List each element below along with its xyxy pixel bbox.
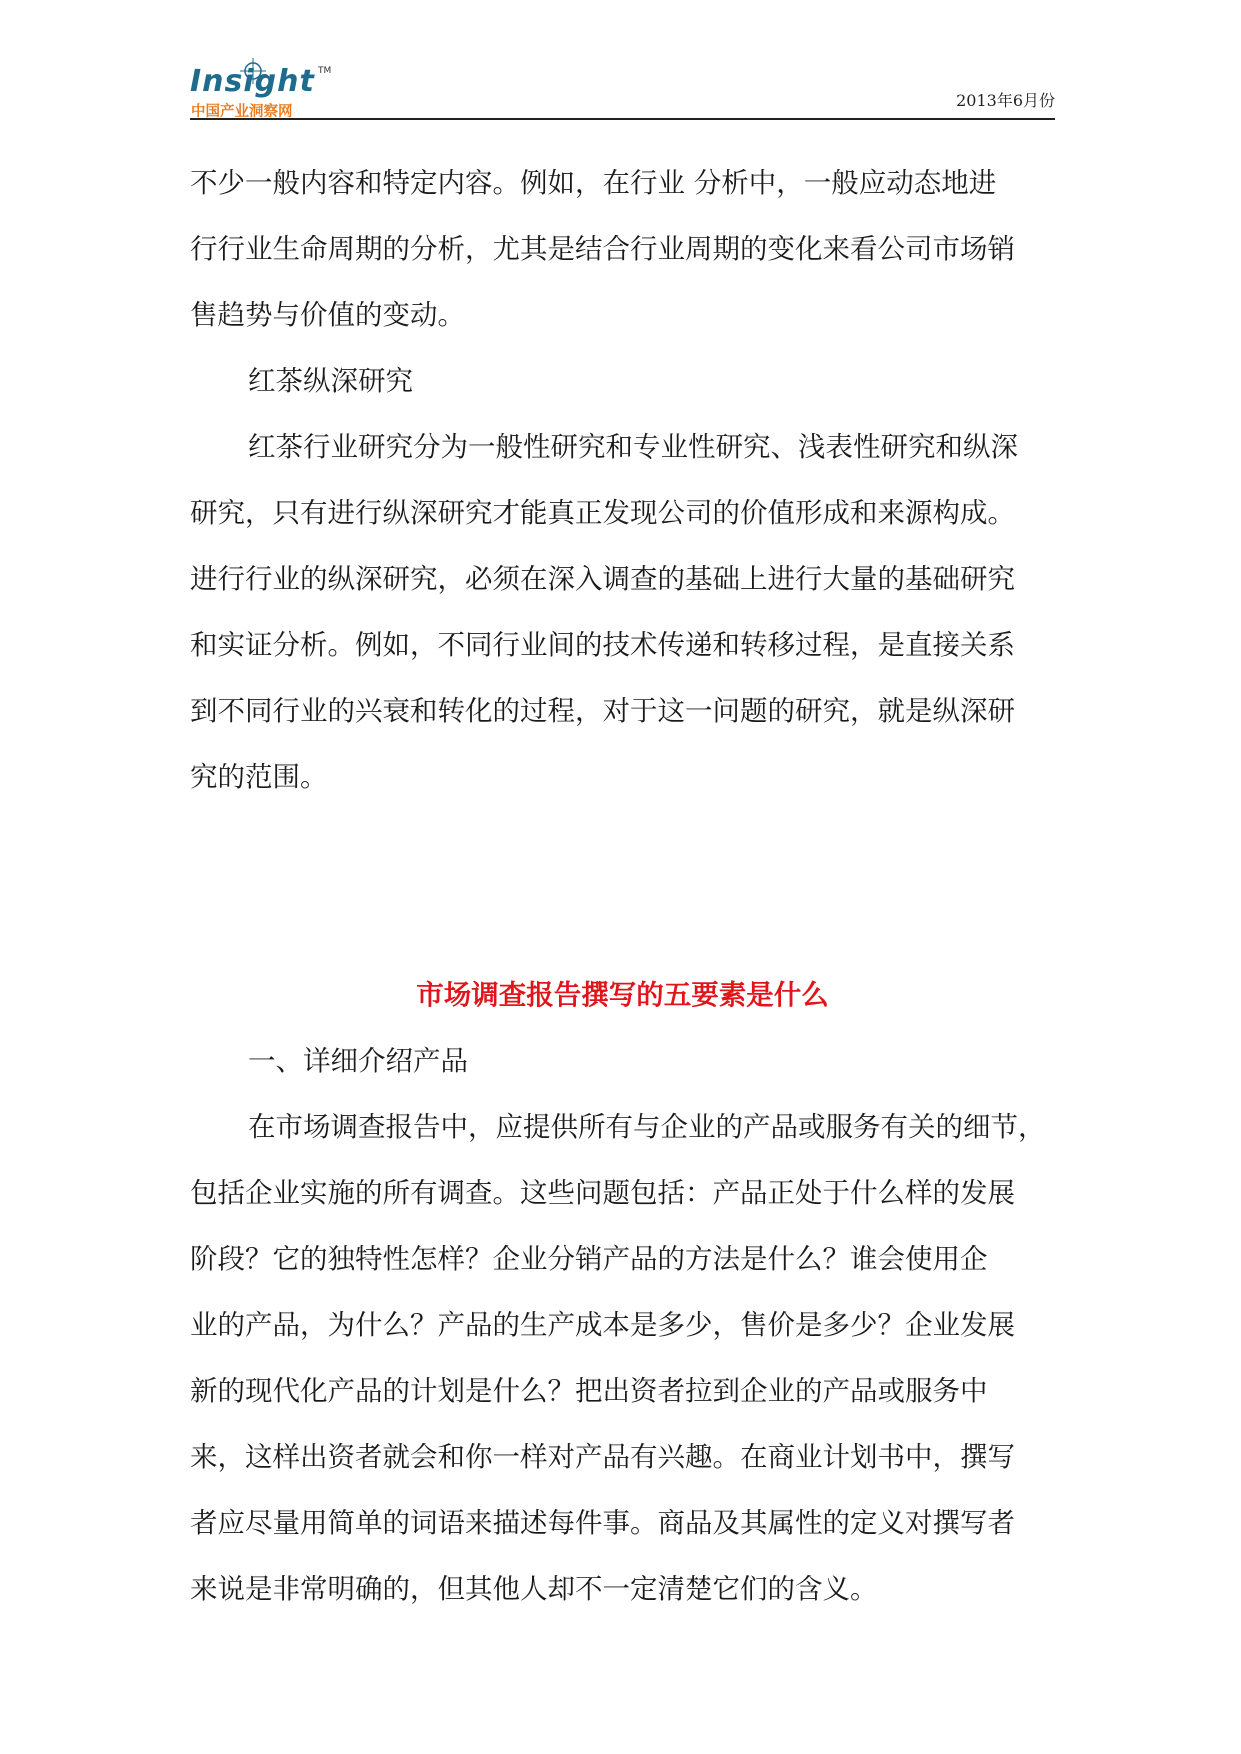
text-line: 包括企业实施的所有调查。这些问题包括：产品正处于什么样的发展 xyxy=(190,1177,1015,1209)
text-line: 红茶行业研究分为一般性研究和专业性研究、浅表性研究和纵深 xyxy=(248,431,1018,463)
page-header xyxy=(190,48,1055,120)
insight-logo xyxy=(190,56,340,120)
logo-trademark: TM xyxy=(318,66,332,76)
text-line: 业的产品，为什么？产品的生产成本是多少，售价是多少？企业发展 xyxy=(190,1309,1015,1341)
text-line: 阶段？它的独特性怎样？企业分销产品的方法是什么？谁会使用企 xyxy=(190,1243,988,1275)
section-spacer xyxy=(190,810,1070,962)
text-line: 不少一般内容和特定内容。例如，在行业 分析中，一般应动态地进 xyxy=(190,167,997,199)
text-line: 在市场调查报告中，应提供所有与企业的产品或服务有关的细节， xyxy=(248,1111,1046,1143)
header-date: 2013年6月份 xyxy=(956,91,1055,110)
text-line: 者应尽量用简单的词语来描述每件事。商品及其属性的定义对撰写者 xyxy=(190,1507,1015,1539)
subheading: 红茶纵深研究 xyxy=(248,365,413,397)
text-line: 行行业生命周期的分析，尤其是结合行业周期的变化来看公司市场销 xyxy=(190,233,1015,265)
text-line: 进行行业的纵深研究，必须在深入调查的基础上进行大量的基础研究 xyxy=(190,563,1015,595)
section-title: 市场调查报告撰写的五要素是什么 xyxy=(416,979,829,1011)
text-line: 来说是非常明确的，但其他人却不一定清楚它们的含义。 xyxy=(190,1573,878,1605)
text-line: 研究，只有进行纵深研究才能真正发现公司的价值形成和来源构成。 xyxy=(190,497,1015,529)
text-line: 售趋势与价值的变动。 xyxy=(190,299,465,331)
text-line: 来，这样出资者就会和你一样对产品有兴趣。在商业计划书中，撰写 xyxy=(190,1441,1015,1473)
text-line: 到不同行业的兴衰和转化的过程，对于这一问题的研究，就是纵深研 xyxy=(190,695,1015,727)
logo-wordmark: Insight xyxy=(190,64,315,99)
text-line: 究的范围。 xyxy=(190,761,328,793)
logo-subtitle: 中国产业洞察网 xyxy=(191,104,293,120)
subheading: 一、详细介绍产品 xyxy=(248,1045,468,1077)
text-line: 新的现代化产品的计划是什么？把出资者拉到企业的产品或服务中 xyxy=(190,1375,988,1407)
document-body xyxy=(190,150,1070,1622)
text-line: 和实证分析。例如，不同行业间的技术传递和转移过程，是直接关系 xyxy=(190,629,1015,661)
